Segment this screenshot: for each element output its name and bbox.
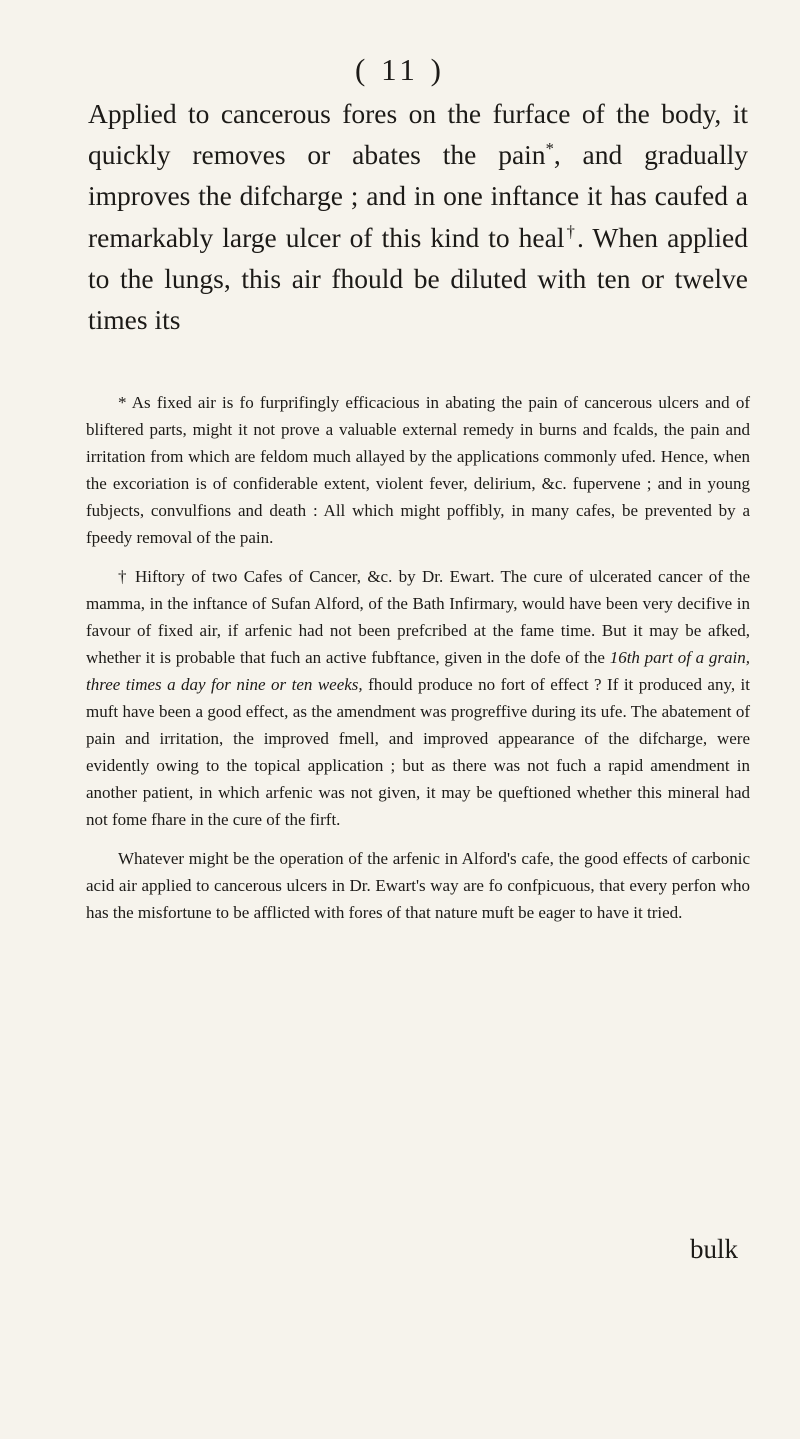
main-paragraph [88,93,748,340]
footnote-text-continued: fhould produce no fort of effect ? If it produced any, it muft have been a good effect, as the amendment was progreffive during its ufe. The abatement of pain and irritation, the improved fmell, and improved appearance of the difcharge, were evidently owing to the topical application ; but as there was not fuch a rapid amendment in another patient, in which arfenic was not given, it may be queftioned whether this mineral had not fome fhare in the cure of the firft. [86,675,751,829]
footnote-text: As fixed air is fo furprifingly efficacious in abating the pain of cancerous ulcers and of bliftered parts, might it not prove a valuable external remedy in burns and fcalds, the pain and irritation from which are feldom much allayed by the applications commonly ufed. Hence, when the excoriation is of confiderable extent, violent fever, delirium, &c. fupervene ; and in young fubjects, convulfions and death : All which might poffibly, in many cafes, be prevented by a fpeedy removal of the pain. [86,393,750,547]
footnote-text: Hiftory of two Cafes of Cancer, &c. by Dr. Ewart. The cure of ulcerated cancer of the mamma, in the inftance of Sufan Alford, of the Bath Infirmary, would have been very decifive in favour of fixed air, if arfenic had not been prefcribed at the fame time. But it may be afked, whether it is probable that fuch an active fubftance, given in the dofe of the [86,567,750,667]
footnote-dagger-continuation: Whatever might be the operation of the arfenic in Alford's cafe, the good effects of carbonic acid air applied to cancerous ulcers in Dr. Ewart's way are fo confpicuous, that every perfon who has the misfortune to be afflicted with fores of that nature muft be eager to have it tried. [86,849,750,922]
main-text-part-1: Applied to cancerous fores on the furface of the body, it quickly removes or abates the pain [88,98,748,171]
main-text-part-2: , and gradually improves the difcharge ; and in one inftance it has caufed a remarkably large ulcer of this kind to heal [88,139,748,253]
catchword: bulk [689,1234,738,1264]
footnote-marker: † [118,567,129,586]
page-number: ( 11 ) [355,52,445,87]
footnote-marker: * [118,393,127,412]
footnote-italic-dose: 16th part of a grain, three times a day for nine or ten weeks, [86,648,750,694]
footnote-dagger [86,563,750,833]
footnote-reference-asterisk: * [545,139,554,159]
footnote-reference-dagger: † [564,221,577,241]
footnote-asterisk [86,389,750,551]
main-text-part-3: . When applied to the lungs, this air fhould be diluted with ten or twelve times its [88,221,749,336]
footnotes-section [86,389,750,938]
